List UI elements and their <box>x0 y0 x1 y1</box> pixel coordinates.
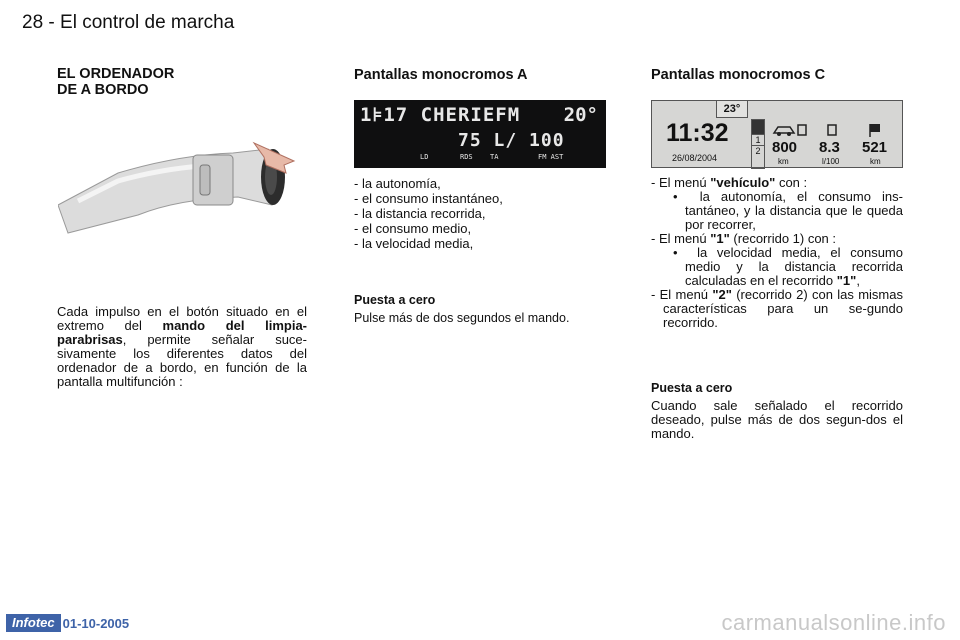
display-a-label-ld: LD <box>420 153 429 161</box>
footer-brand: Infotec <box>6 614 61 632</box>
footer <box>6 614 129 632</box>
lcd-unit-2: l/100 <box>822 157 840 166</box>
screen-a-display <box>354 100 606 168</box>
left-paragraph-bold: mando del limpia-parabrisas <box>57 318 307 347</box>
section-title-line1: EL ORDENADOR <box>57 66 175 82</box>
list-item: - el consumo medio, <box>354 221 472 236</box>
lcd-value-2: 8.3 <box>819 139 840 156</box>
screen-c-reset-title: Puesta a cero <box>651 381 733 395</box>
display-a-label-ta: TA <box>490 153 499 161</box>
list-item: - la distancia recorrida, <box>354 206 486 221</box>
lcd-date: 26/08/2004 <box>672 153 718 163</box>
lcd-value-1: 800 <box>772 139 798 156</box>
fuel-icon <box>798 125 806 135</box>
menu-vehiculo-item: • la autonomía, el consumo ins-tantáneo, y la distancia que le queda por recorrer, <box>673 189 903 232</box>
screen-c-display <box>651 100 903 168</box>
screen-c-reset-text: Cuando sale señalado el recorrido deseado, pulse más de dos segun-dos el mando. <box>651 398 903 441</box>
list-item: - el consumo instantáneo, <box>354 191 503 206</box>
display-a-label-fm: FM AST <box>538 153 564 161</box>
lcd-temp: 23° <box>716 101 748 118</box>
lcd-icons-row <box>770 121 900 139</box>
lcd-tab-2: 2 <box>752 145 764 156</box>
display-a-temp: 20° <box>563 104 598 126</box>
screen-a-title: Pantallas monocromos A <box>354 67 528 83</box>
display-a-label-rds: RDS <box>460 153 473 161</box>
left-paragraph-text-2: , permite señalar suce-sivamente los diferentes datos del ordenador de a bordo, en función de la pantalla multifunción : <box>57 332 307 389</box>
flag-icon <box>870 124 880 137</box>
lcd-unit-3: km <box>870 157 881 166</box>
screen-a-list <box>354 176 614 251</box>
menu-1: - El menú "1" (recorrido 1) con : <box>651 231 837 246</box>
list-item: - la velocidad media, <box>354 236 474 251</box>
lcd-unit-1: km <box>778 157 789 166</box>
page-header <box>22 12 234 34</box>
left-paragraph <box>57 305 307 389</box>
left-column <box>57 66 307 98</box>
menu-2: - El menú "2" (recorrido 2) con las mismas características para un se-gundo recorrido. <box>651 287 903 330</box>
car-tab-icon <box>752 120 764 134</box>
menu-vehiculo: - El menú "vehículo" con : <box>651 175 808 190</box>
display-a-line2: 75 L/ 100 <box>458 130 565 151</box>
watermark: carmanualsonline.info <box>721 610 946 635</box>
lcd-value-3: 521 <box>862 139 888 156</box>
screen-c-title: Pantallas monocromos C <box>651 67 826 83</box>
page-number: 28 <box>22 12 44 33</box>
lcd-tab-column <box>751 119 765 169</box>
footer-date: 01-10-2005 <box>62 615 130 631</box>
lcd-time: 11:32 <box>666 119 729 147</box>
list-item: - la autonomía, <box>354 176 441 191</box>
menu-1-item: • la velocidad media, el consumo medio y la distancia recorrida calculadas en el recorrido "1", <box>673 245 903 288</box>
screen-a-reset-title: Puesta a cero <box>354 293 436 307</box>
screen-a-reset-text: Pulse más de dos segundos el mando. <box>354 311 570 325</box>
display-a-line1: 1⊧17 CHERIEFM <box>360 104 521 126</box>
page-title: - El control de marcha <box>48 12 235 33</box>
wiper-stalk-illustration <box>58 135 308 235</box>
car-icon <box>774 127 794 136</box>
screen-c-menu-text <box>651 176 903 330</box>
lcd-tab-1: 1 <box>752 134 764 145</box>
fuel-consumption-icon <box>828 125 836 135</box>
left-paragraph-text: Cada impulso en el botón situado en el extremo del <box>57 304 307 333</box>
section-title-line2: DE A BORDO <box>57 82 149 98</box>
